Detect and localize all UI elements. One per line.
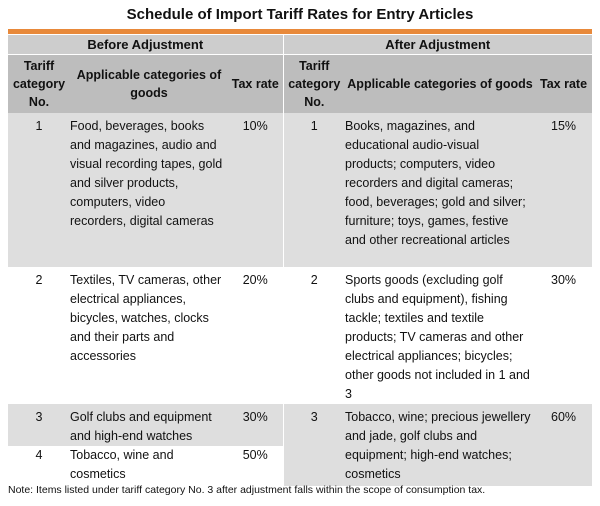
before-category-no: 3 (8, 404, 70, 446)
before-tax-rate: 20% (228, 267, 283, 404)
before-tax-rate: 10% (228, 113, 283, 267)
before-tax-rate: 30% (228, 404, 283, 446)
after-goods: Books, magazines, and educational audio-visual products; computers, video recorders and digital cameras; food, beverages; gold and silver; furniture; toys, games, festive and other recreational articles (345, 113, 535, 267)
after-tax-rate: 60% (535, 404, 592, 486)
before-tax-rate: 50% (228, 446, 283, 486)
after-tax-rate: 30% (535, 267, 592, 404)
after-goods: Tobacco, wine; precious jewellery and jade, golf clubs and equipment; high-end watches; cosmetics (345, 404, 535, 486)
after-goods: Sports goods (excluding golf clubs and equipment), fishing tackle; textiles and textile products; TV cameras and other electrical appliances; bicycles; other goods not included in 1 and 3 (345, 267, 535, 404)
header-rate-before: Tax rate (228, 55, 283, 114)
header-rate-after: Tax rate (535, 55, 592, 114)
after-tax-rate: 15% (535, 113, 592, 267)
header-category-no-before: Tariff category No. (8, 55, 70, 114)
accent-rule (8, 29, 592, 34)
group-before-header: Before Adjustment (8, 35, 283, 55)
table-row (8, 113, 592, 267)
before-goods: Golf clubs and equipment and high-end watches (70, 404, 228, 446)
table-row (8, 267, 592, 404)
table-row (8, 404, 592, 446)
header-category-no-after: Tariff category No. (283, 55, 345, 114)
after-category-no: 3 (283, 404, 345, 486)
before-goods: Textiles, TV cameras, other electrical appliances, bicycles, watches, clocks and their parts and accessories (70, 267, 228, 404)
footnote: Note: Items listed under tariff category No. 3 after adjustment falls within the scope of consumption tax. (8, 484, 486, 496)
before-goods: Tobacco, wine and cosmetics (70, 446, 228, 486)
before-category-no: 4 (8, 446, 70, 486)
header-goods-before: Applicable categories of goods (70, 55, 228, 114)
before-category-no: 2 (8, 267, 70, 404)
header-goods-after: Applicable categories of goods (345, 55, 535, 114)
before-category-no: 1 (8, 113, 70, 267)
group-after-header: After Adjustment (283, 35, 592, 55)
after-category-no: 2 (283, 267, 345, 404)
tariff-table (8, 35, 592, 486)
page-title: Schedule of Import Tariff Rates for Entry Articles (126, 6, 474, 23)
before-goods: Food, beverages, books and magazines, audio and visual recording tapes, gold and silver products, computers, video recorders, digital cameras (70, 113, 228, 267)
after-category-no: 1 (283, 113, 345, 267)
